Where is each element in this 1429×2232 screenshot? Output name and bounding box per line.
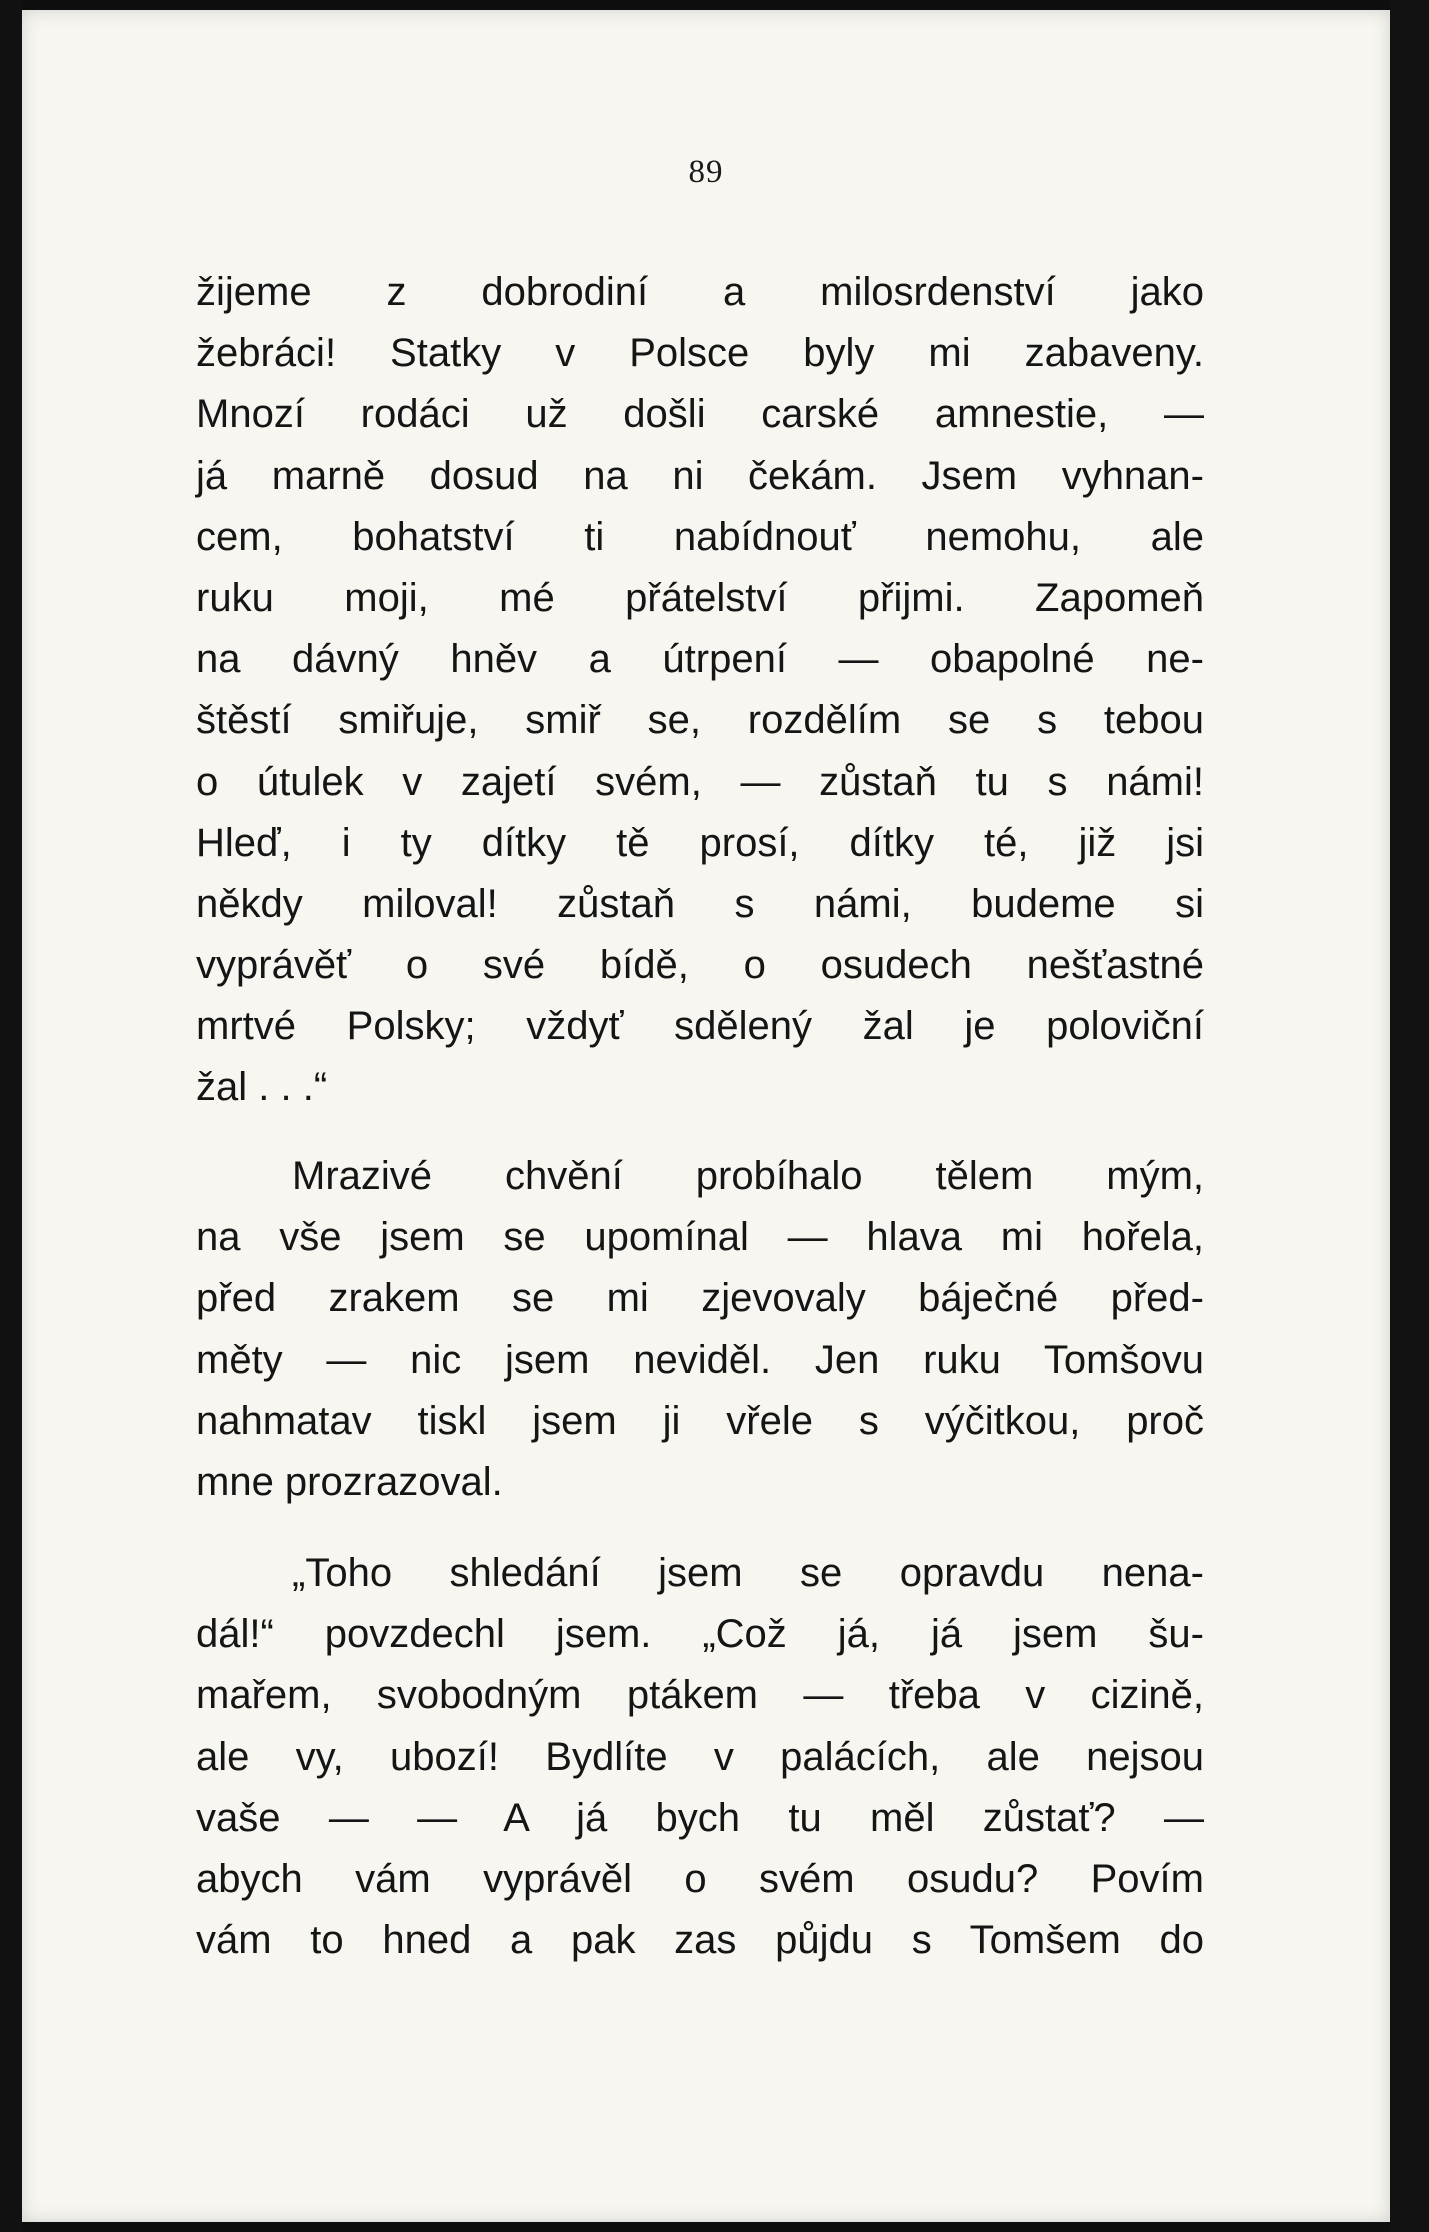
text-line: abych vám vyprávěl o svém osudu? Povím bbox=[196, 1856, 1204, 1901]
text-line: Mrazivé chvění probíhalo tělem mým, bbox=[292, 1154, 1204, 1198]
text-line: Hleď, i ty dítky tě prosí, dítky té, již jsi bbox=[196, 820, 1204, 865]
text-line: měty — nic jsem neviděl. Jen ruku Tomšovu bbox=[196, 1337, 1204, 1382]
text-line: mne prozrazoval. bbox=[196, 1459, 503, 1504]
text-line: mrtvé Polsky; vždyť sdělený žal je poloviční bbox=[196, 1004, 1204, 1049]
text-line: ruku moji, mé přátelství přijmi. Zapomeň bbox=[196, 575, 1204, 620]
text-line: štěstí smiřuje, smiř se, rozdělím se s tebou bbox=[196, 698, 1204, 743]
paragraph-1 bbox=[196, 262, 1204, 1119]
text-line: vám to hned a pak zas půjdu s Tomšem do bbox=[196, 1918, 1204, 1963]
text-line: žebráci! Statky v Polsce byly mi zabaveny. bbox=[196, 331, 1204, 376]
page-number: 89 bbox=[688, 154, 724, 190]
text-line: před zrakem se mi zjevovaly báječné před- bbox=[196, 1276, 1204, 1321]
text-line: dál!“ povzdechl jsem. „Což já, já jsem šu- bbox=[196, 1612, 1204, 1657]
text-line: žijeme z dobrodiní a milosrdenství jako bbox=[196, 270, 1204, 314]
book-page bbox=[22, 10, 1390, 2222]
text-line: nahmatav tiskl jsem ji vřele s výčitkou, proč bbox=[196, 1398, 1204, 1443]
text-line: o útulek v zajetí svém, — zůstaň tu s námi! bbox=[196, 759, 1204, 804]
text-line: na vše jsem se upomínal — hlava mi hořela, bbox=[196, 1215, 1204, 1260]
paragraph-2 bbox=[196, 1146, 1204, 1513]
text-line: ale vy, ubozí! Bydlíte v palácích, ale nejsou bbox=[196, 1734, 1204, 1779]
text-line: Mnozí rodáci už došli carské amnestie, — bbox=[196, 392, 1204, 437]
text-line: vaše — — A já bych tu měl zůstať? — bbox=[196, 1795, 1204, 1840]
text-line: na dávný hněv a útrpení — obapolné ne- bbox=[196, 637, 1204, 682]
text-line: cem, bohatství ti nabídnouť nemohu, ale bbox=[196, 514, 1204, 559]
scan-left-edge bbox=[0, 0, 22, 2232]
text-line: někdy miloval! zůstaň s námi, budeme si bbox=[196, 881, 1204, 926]
text-line: mařem, svobodným ptákem — třeba v cizině, bbox=[196, 1673, 1204, 1718]
text-line: žal . . .“ bbox=[196, 1065, 328, 1110]
text-line: já marně dosud na ni čekám. Jsem vyhnan- bbox=[196, 453, 1204, 498]
scan-right-edge bbox=[1390, 0, 1429, 2232]
text-line: „Toho shledání jsem se opravdu nena- bbox=[292, 1551, 1204, 1595]
paragraph-3 bbox=[196, 1543, 1204, 1971]
text-line: vyprávěť o své bídě, o osudech nešťastné bbox=[196, 943, 1204, 988]
